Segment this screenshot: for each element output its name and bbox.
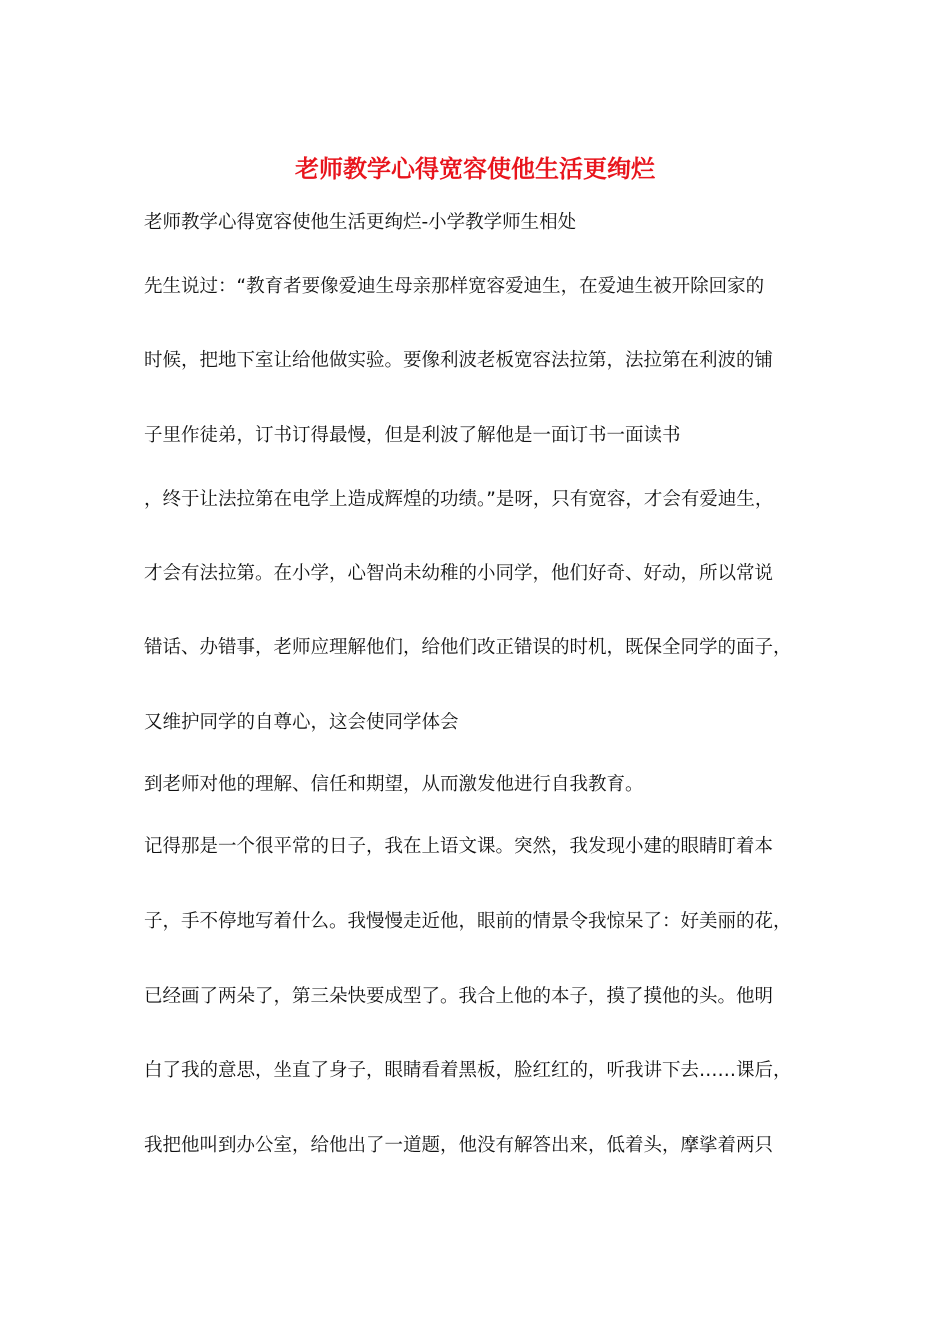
document-subtitle: 老师教学心得宽容使他生活更绚烂-小学教学师生相处 (144, 212, 577, 233)
body-line: 又维护同学的自尊心，这会使同学体会 (144, 712, 459, 733)
body-line: 错话、办错事，老师应理解他们，给他们改正错误的时机，既保全同学的面子， (144, 637, 792, 658)
body-line: 才会有法拉第。在小学，心智尚未幼稚的小同学，他们好奇、好动，所以常说 (144, 563, 774, 584)
body-line: 记得那是一个很平常的日子，我在上语文课。突然，我发现小建的眼睛盯着本 (144, 836, 774, 857)
body-line: 到老师对他的理解、信任和期望，从而激发他进行自我教育。 (144, 774, 644, 795)
body-line: ，终于让法拉第在电学上造成辉煌的功绩。”是呀，只有宽容，才会有爱迪生， (144, 489, 774, 510)
body-line: 先生说过：“教育者要像爱迪生母亲那样宽容爱迪生，在爱迪生被开除回家的 (144, 276, 765, 297)
body-line: 已经画了两朵了，第三朵快要成型了。我合上他的本子，摸了摸他的头。他明 (144, 986, 774, 1007)
body-line: 白了我的意思，坐直了身子，眼睛看着黑板，脸红红的，听我讲下去……课后， (144, 1060, 792, 1081)
body-line: 时候，把地下室让给他做实验。要像利波老板宽容法拉第，法拉第在利波的铺 (144, 350, 774, 371)
body-line: 我把他叫到办公室，给他出了一道题，他没有解答出来，低着头，摩挲着两只 (144, 1135, 774, 1156)
body-line: 子里作徒弟，订书订得最慢，但是利波了解他是一面订书一面读书 (144, 425, 681, 446)
document-title: 老师教学心得宽容使他生活更绚烂 (295, 154, 655, 183)
body-line: 子，手不停地写着什么。我慢慢走近他，眼前的情景令我惊呆了：好美丽的花， (144, 911, 792, 932)
